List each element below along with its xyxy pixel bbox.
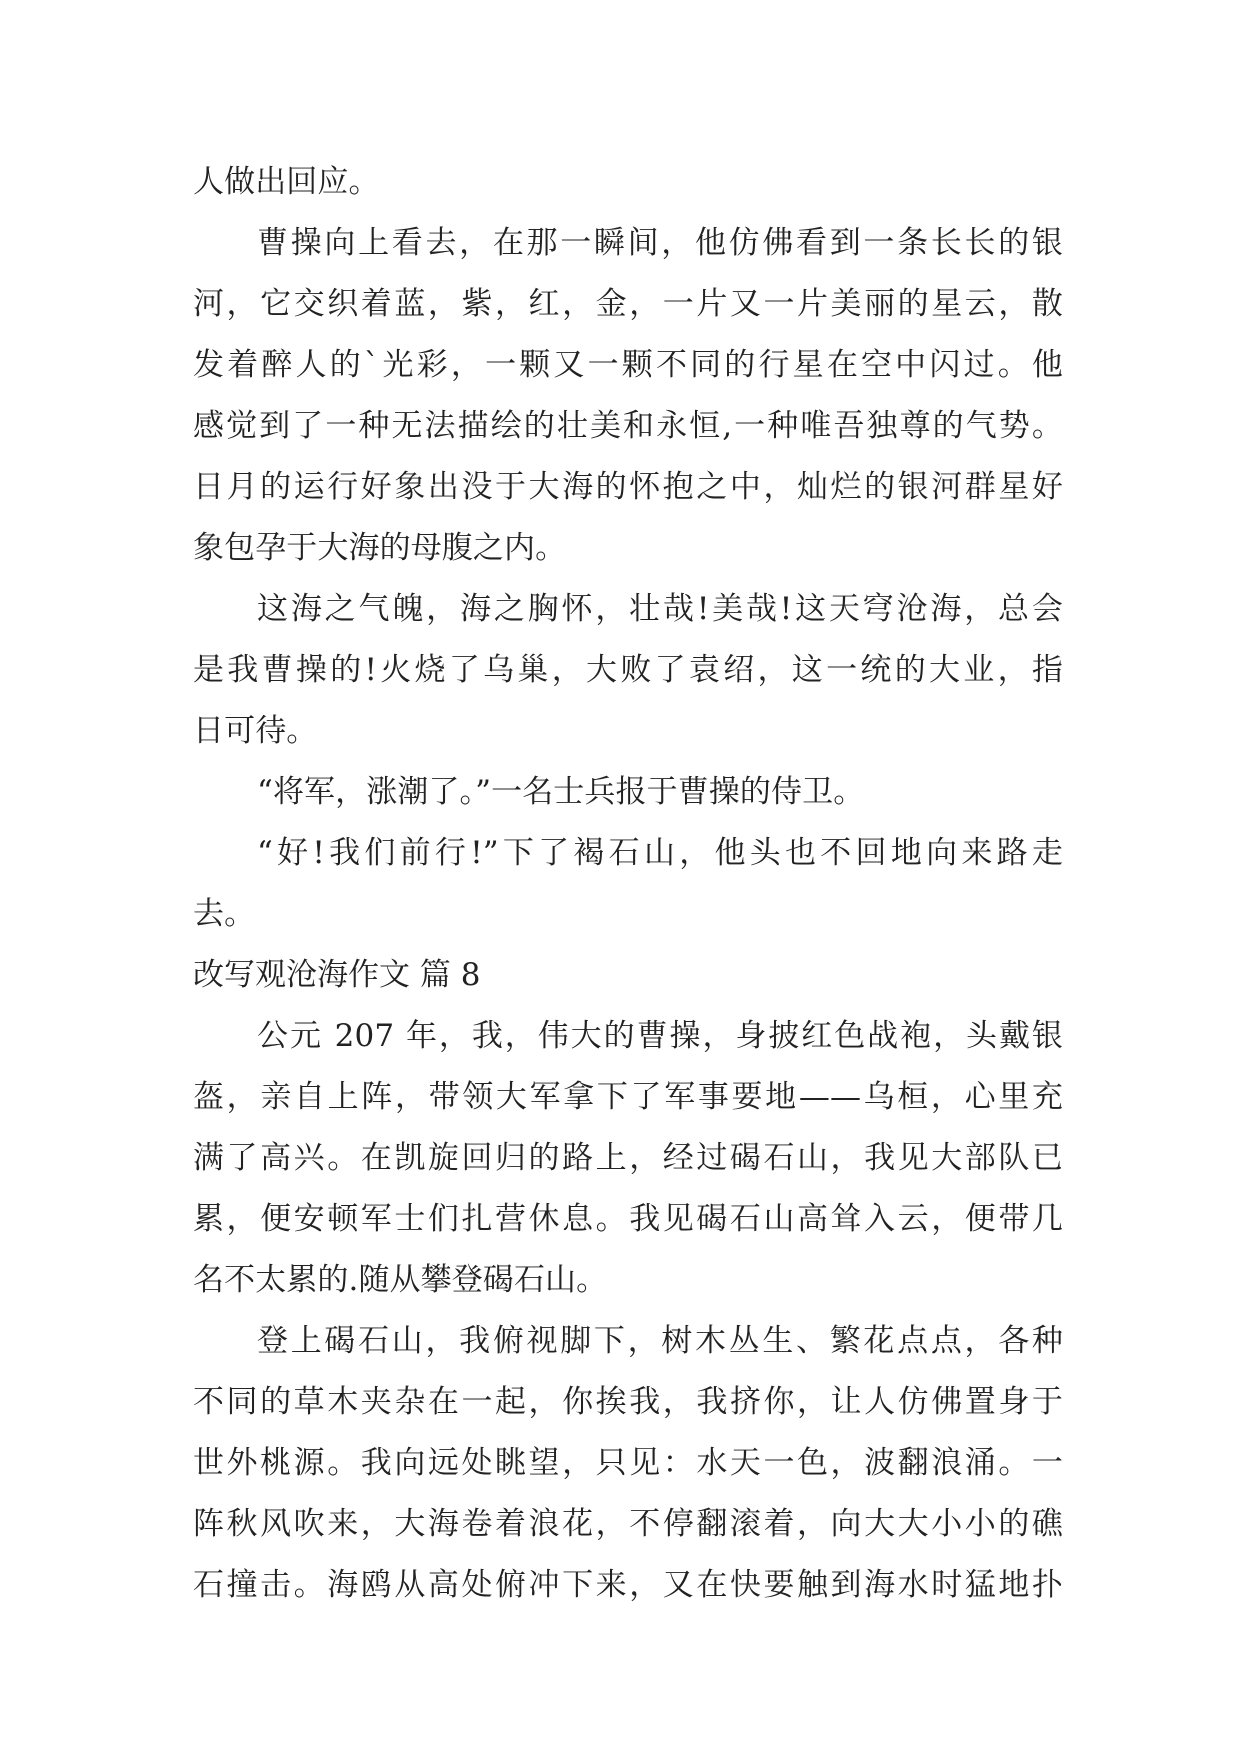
text-line: 是我曹操的!火烧了乌巢，大败了袁绍，这一统的大业，指: [193, 652, 1063, 688]
text-line: “将军，涨潮了。”一名士兵报于曹操的侍卫。: [257, 774, 865, 810]
text-line: 去。: [193, 896, 256, 932]
text-line: 阵秋风吹来，大海卷着浪花，不停翻滚着，向大大小小的礁: [193, 1506, 1063, 1542]
text-line: 满了高兴。在凯旋回归的路上，经过碣石山，我见大部队已: [193, 1140, 1063, 1176]
text-line: 公元 207 年，我，伟大的曹操，身披红色战袍，头戴银: [257, 1018, 1063, 1054]
text-line: 不同的草木夹杂在一起，你挨我，我挤你，让人仿佛置身于: [193, 1384, 1063, 1420]
text-line: 登上碣石山，我俯视脚下，树木丛生、繁花点点，各种: [257, 1323, 1063, 1359]
text-line: 感觉到了一种无法描绘的壮美和永恒,一种唯吾独尊的气势。: [193, 408, 1063, 444]
text-line: 人做出回应。: [193, 164, 380, 200]
text-line: 河，它交织着蓝，紫，红，金，一片又一片美丽的星云，散: [193, 286, 1063, 322]
text-line: “好!我们前行!”下了褐石山，他头也不回地向来路走: [257, 835, 1063, 871]
text-line: 石撞击。海鸥从高处俯冲下来，又在快要触到海水时猛地扑: [193, 1567, 1063, 1603]
text-line: 曹操向上看去，在那一瞬间，他仿佛看到一条长长的银: [257, 225, 1063, 261]
text-line: 日月的运行好象出没于大海的怀抱之中，灿烂的银河群星好: [193, 469, 1063, 505]
text-line: 累，便安顿军士们扎营休息。我见碣石山高耸入云，便带几: [193, 1201, 1063, 1237]
text-line: 这海之气魄，海之胸怀，壮哉!美哉!这天穹沧海，总会: [257, 591, 1063, 627]
text-line: 发着醉人的`光彩，一颗又一颗不同的行星在空中闪过。他: [193, 347, 1063, 383]
document-body: [193, 152, 1063, 1616]
text-line: 象包孕于大海的母腹之内。: [193, 530, 567, 566]
text-line: 日可待。: [193, 713, 318, 749]
text-line: 世外桃源。我向远处眺望，只见：水天一色，波翻浪涌。一: [193, 1445, 1063, 1481]
text-line: 名不太累的.随从攀登碣石山。: [193, 1262, 608, 1298]
text-line: 盔，亲自上阵，带领大军拿下了军事要地——乌桓，心里充: [193, 1079, 1063, 1115]
section-heading: 改写观沧海作文 篇 8: [193, 957, 481, 993]
